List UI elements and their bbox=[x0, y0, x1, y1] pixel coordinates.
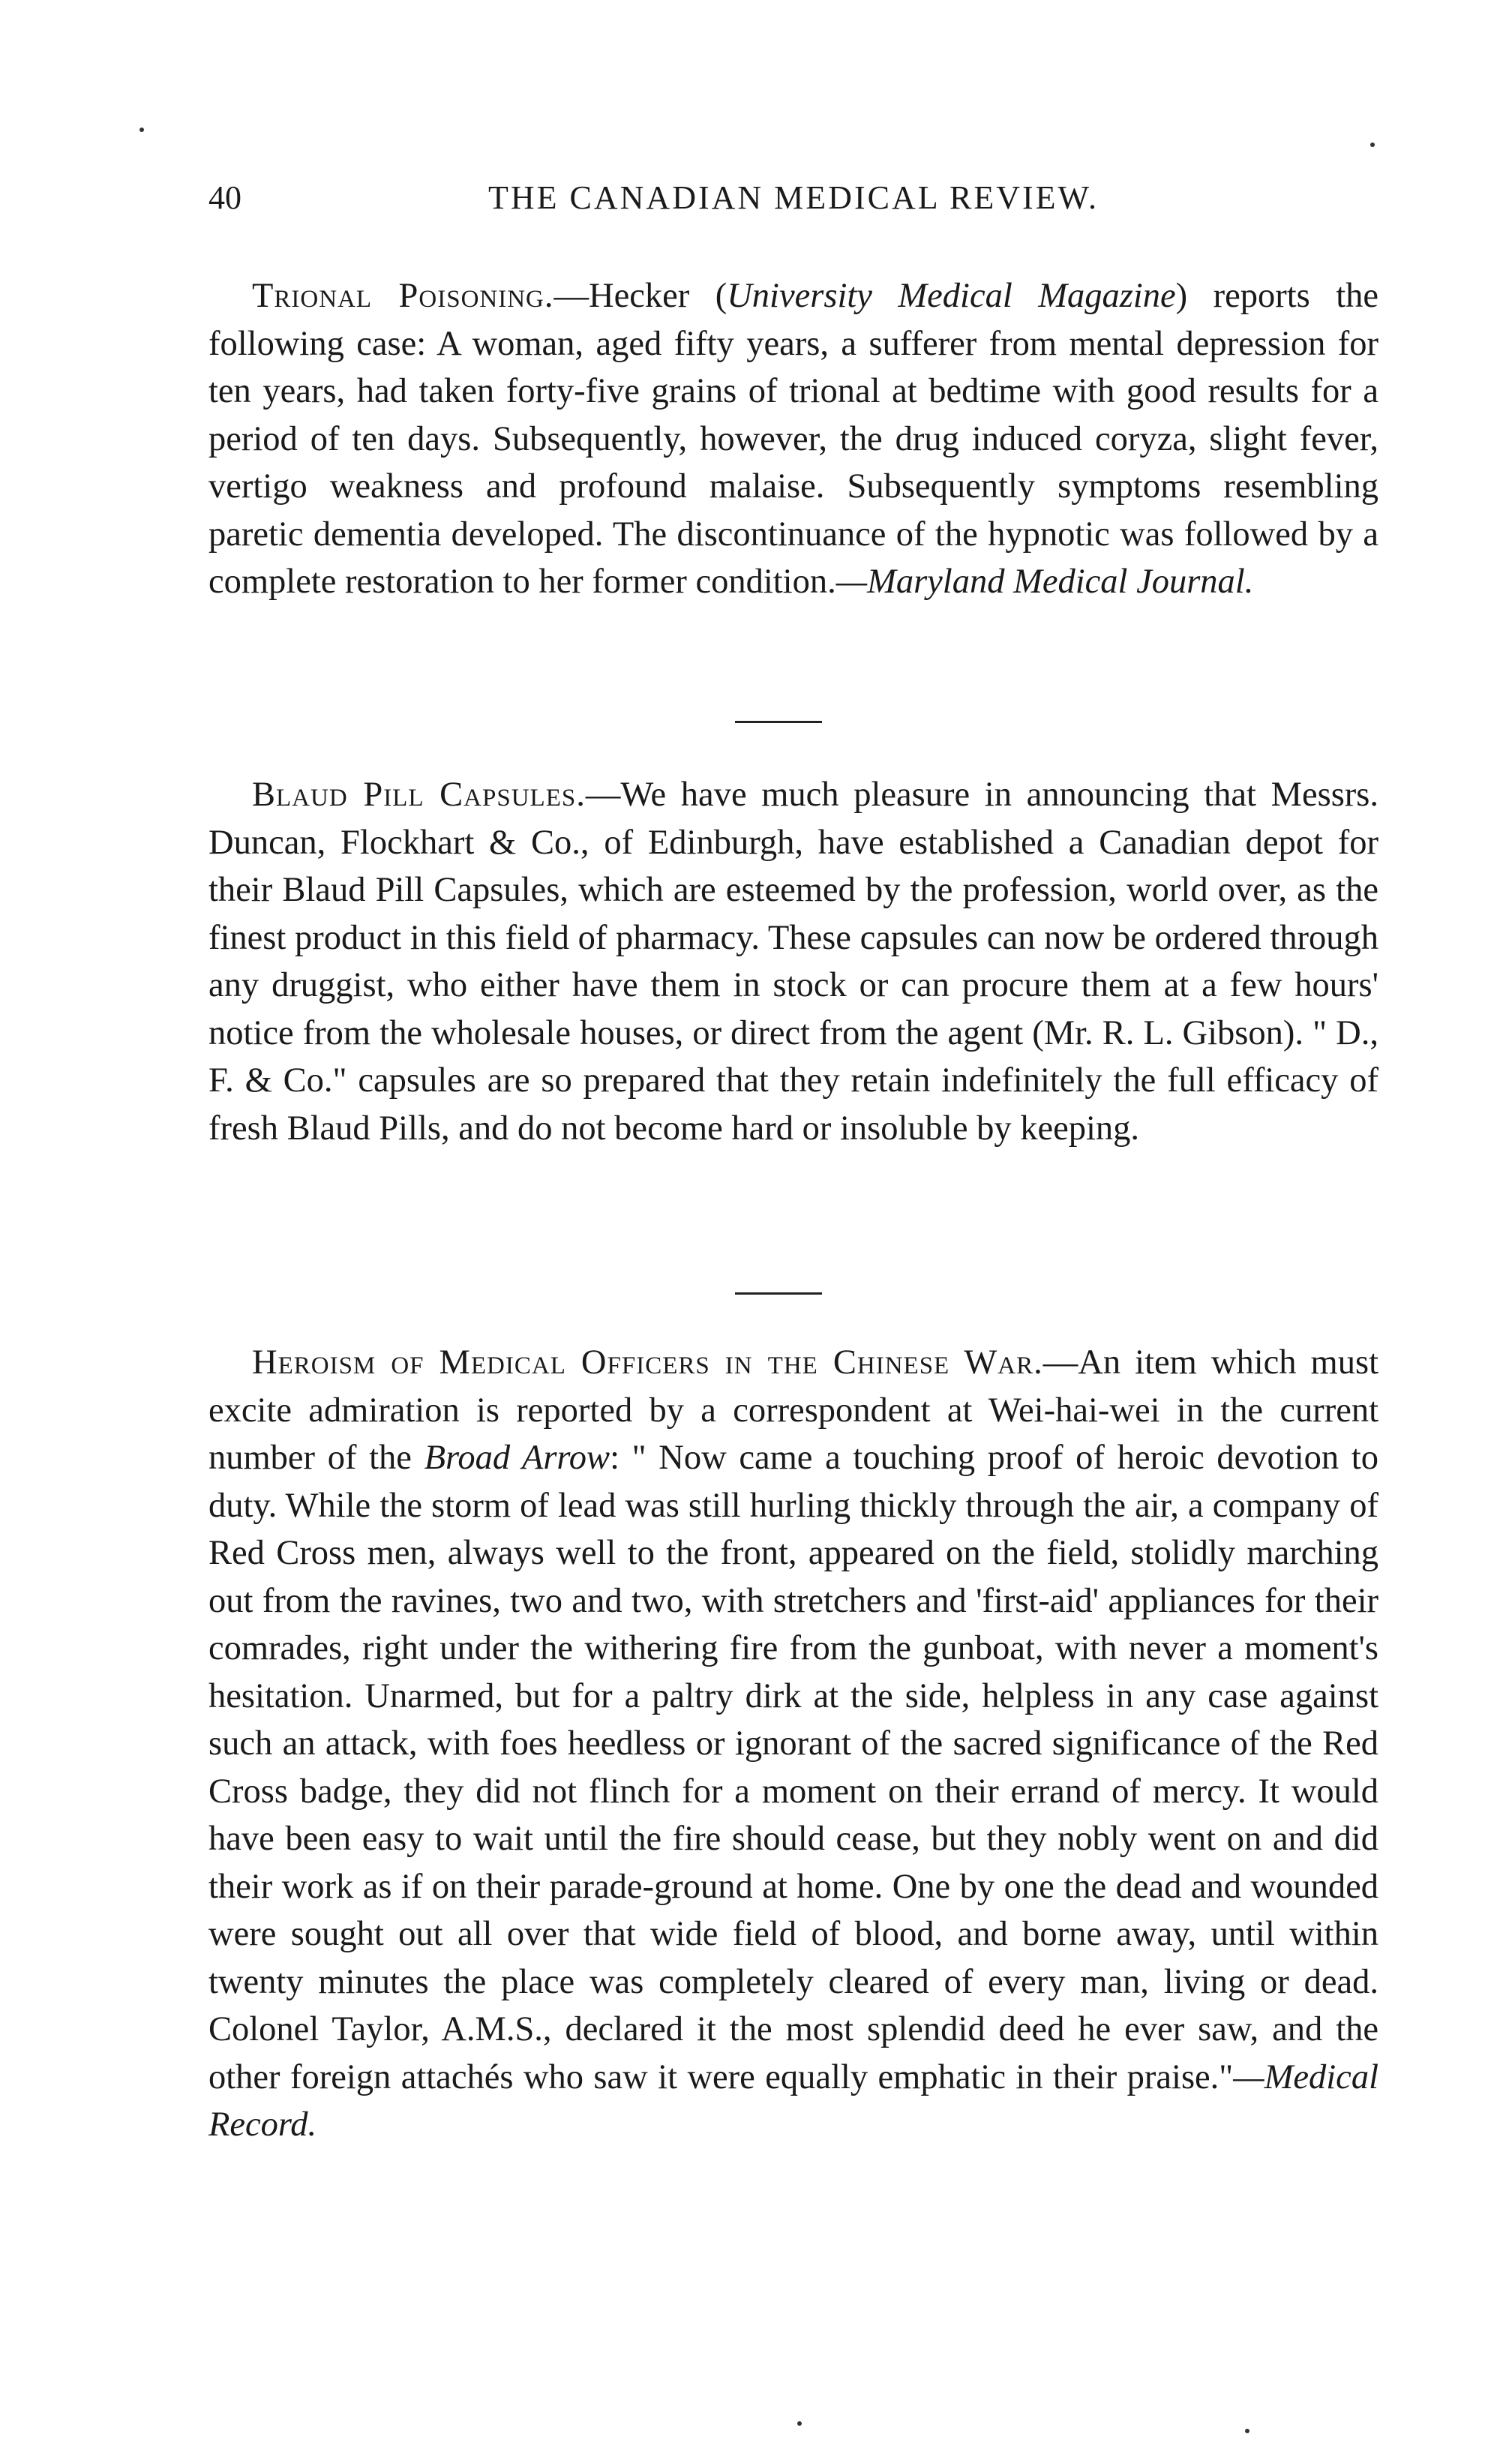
print-speck bbox=[140, 128, 144, 132]
print-speck bbox=[797, 2421, 802, 2426]
running-title: THE CANADIAN MEDICAL REVIEW. bbox=[488, 179, 1099, 216]
article-heroism-medical-officers bbox=[208, 1339, 1378, 2149]
article-text: —An item which must excite admiration is reported by a correspondent at Wei-hai-wei in the current number of the bbox=[208, 1343, 1378, 1477]
article-paragraph bbox=[208, 771, 1378, 1152]
article-text: —We have much pleasure in announcing that Messrs. Duncan, Flockhart & Co., of Edinburgh, have established a Canadian depot for their Blaud Pill Capsules, which are esteemed by the profession, world over, as the finest product in this field of pharmacy. These capsules can now be ordered through any druggist, who either have them in stock or can procure them at a few hours' notice from the wholesale houses, or direct from the agent (Mr. R. L. Gibson). " D., F. & Co." capsules are so prepared that they retain indefinitely the full efficacy of fresh Blaud Pills, and do not become hard or insoluble by keeping. bbox=[208, 776, 1378, 1148]
page-number: 40 bbox=[208, 179, 242, 216]
section-divider bbox=[735, 1292, 822, 1295]
article-citation: —Medical Record. bbox=[208, 2057, 1378, 2144]
section-divider bbox=[735, 721, 822, 723]
source-title: University Medical Magazine bbox=[727, 277, 1176, 315]
source-title: Broad Arrow bbox=[424, 1439, 610, 1477]
article-blaud-pill-capsules bbox=[208, 771, 1378, 1152]
print-speck bbox=[1370, 143, 1375, 147]
article-text: : " Now came a touching proof of heroic devotion to duty. While the storm of lead was still hurling thickly through the air, a company of Red Cross men, always well to the front, appeared on the field, stolidly marching out from the ravines, two and two, with stretchers and 'first-aid' appliances for their comrades, right under the withering fire from the gunboat, with never a moment's hesitation. Unarmed, but for a paltry dirk at the side, helpless in any case against such an attack, with foes heedless or ignorant of the sacred significance of the Red Cross badge, they did not flinch for a moment on their errand of mercy. It would have been easy to wait until the fire should cease, but they nobly went on and did their work as if on their parade-ground at home. One by one the dead and wounded were sought out all over that wide field of blood, and borne away, until within twenty minutes the place was completely cleared of every man, living or dead. Colonel Taylor, A.M.S., declared it the most splendid deed he ever saw, and the other foreign attachés who saw it were equally emphatic in their praise." bbox=[208, 1439, 1378, 2096]
article-title: Blaud Pill Capsules. bbox=[252, 776, 586, 814]
article-citation: —Maryland Medical Journal. bbox=[836, 563, 1254, 601]
article-paragraph bbox=[208, 272, 1378, 606]
article-text: ) reports the following case: A woman, aged fifty years, a sufferer from mental depression for ten years, had taken forty-five grains of trional at bedtime with good results for a period of ten days. Subsequently, however, the drug induced coryza, slight fever, vertigo weakness and profound malaise. Subsequently symptoms resembling paretic dementia developed. The discontinuance of the hypnotic was followed by a complete restoration to her former condition. bbox=[208, 277, 1379, 601]
running-header bbox=[208, 179, 1378, 224]
article-title: Heroism of Medical Officers in the Chinese War. bbox=[252, 1343, 1043, 1382]
article-title: Trional Poisoning. bbox=[252, 277, 554, 315]
article-trional-poisoning bbox=[208, 272, 1378, 606]
article-text: —Hecker ( bbox=[554, 277, 728, 315]
print-speck bbox=[1245, 2429, 1250, 2433]
article-paragraph bbox=[208, 1339, 1378, 2149]
